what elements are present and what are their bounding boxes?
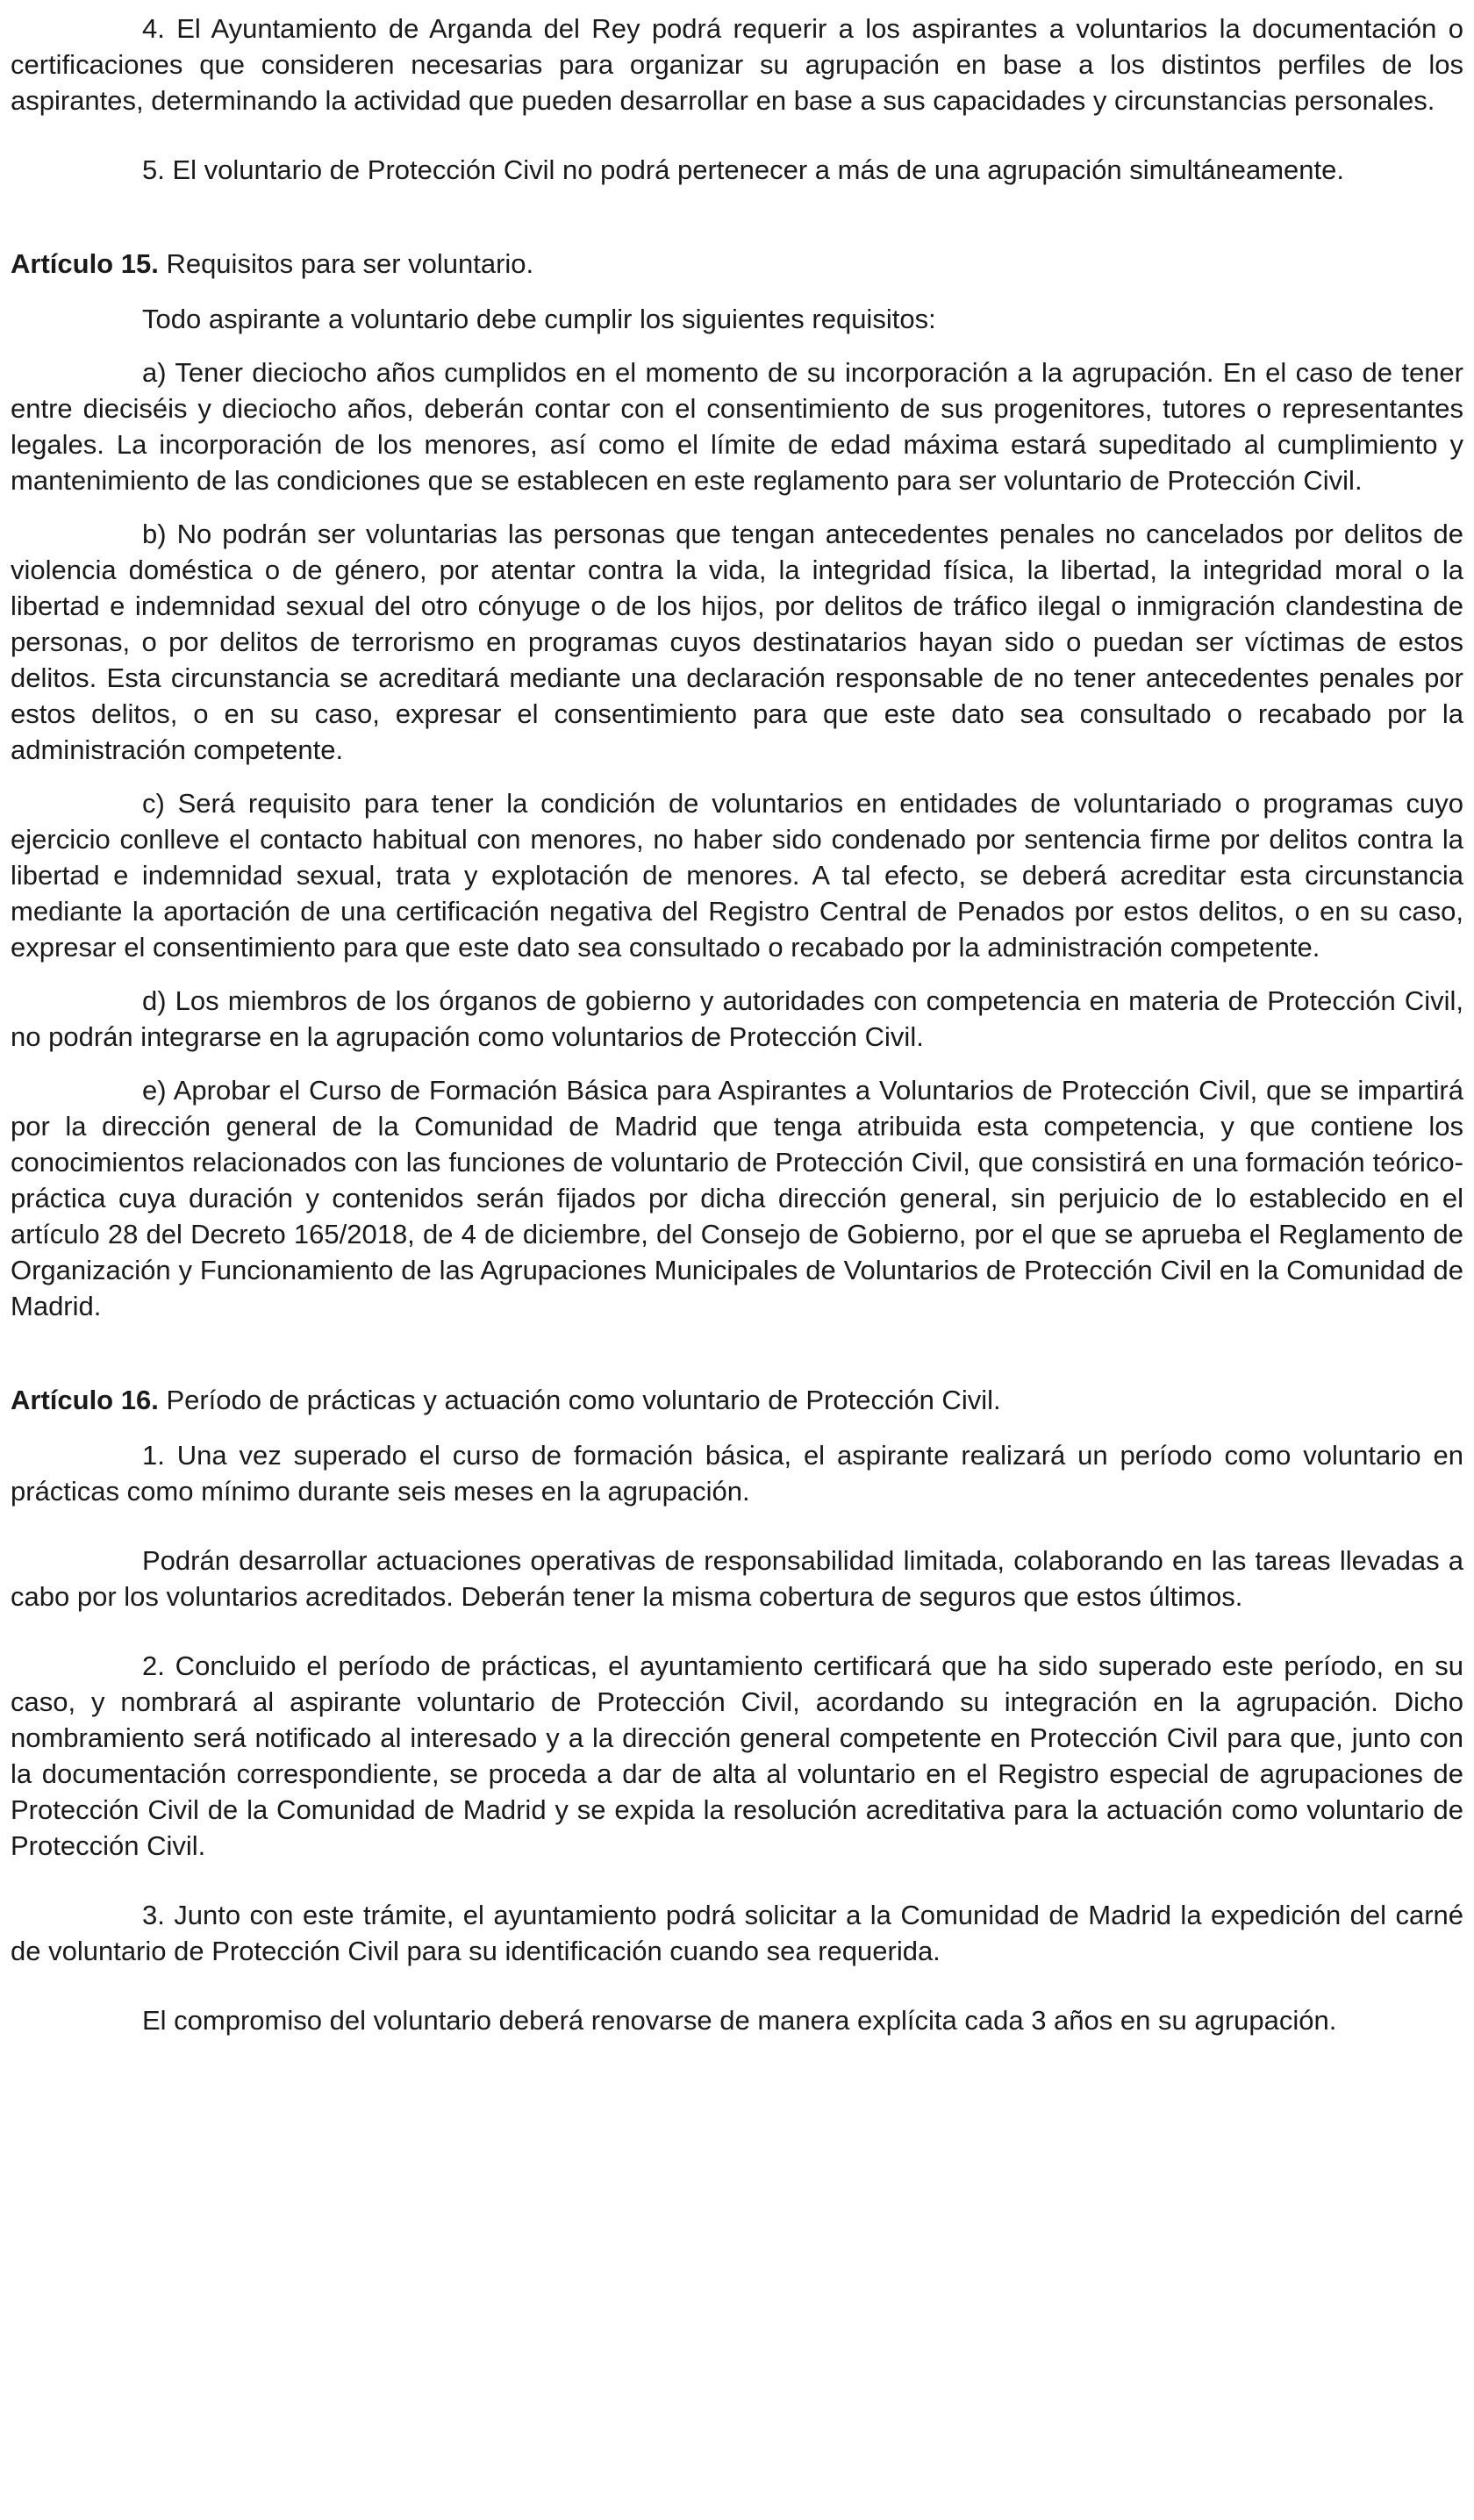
article-15-item-d: d) Los miembros de los órganos de gobierno y autoridades con competencia en materia de Protección Civil, no podrán integrarse en la agrupación como voluntarios de Protección Civil.: [11, 985, 1463, 1052]
article-16-heading: [11, 1382, 1463, 1418]
article-15-title: Requisitos para ser voluntario.: [158, 248, 534, 279]
article-16-paragraph-2: 2. Concluido el período de prácticas, el ayuntamiento certificará que ha sido superado este período, en su caso, y nombrará al aspirante voluntario de Protección Civil, acordando su integración en la agrupación. Dicho nombramiento será notificado al interesado y a la dirección general competente en Protección Civil para que, junto con la documentación correspondiente, se proceda a dar de alta al voluntario en el Registro especial de agrupaciones de Protección Civil de la Comunidad de Madrid y se expida la resolución acreditativa para la actuación como voluntario de Protección Civil.: [11, 1650, 1463, 1861]
article-15-heading: [11, 246, 1463, 282]
paragraph-5: 5. El voluntario de Protección Civil no podrá pertenecer a más de una agrupación simultáneamente.: [142, 154, 1344, 185]
article-16-number: Artículo 16.: [11, 1385, 159, 1415]
article-15-number: Artículo 15.: [11, 248, 159, 279]
article-16-paragraph-3b: El compromiso del voluntario deberá renovarse de manera explícita cada 3 años en su agrupación.: [142, 2005, 1337, 2036]
article-15-item-c: c) Será requisito para tener la condición de voluntarios en entidades de voluntariado o programas cuyo ejercicio conlleve el contacto habitual con menores, no haber sido condenado por sentencia firme por delitos contra la libertad e indemnidad sexual, trata y explotación de menores. A tal efecto, se deberá acreditar esta circunstancia mediante la aportación de una certificación negativa del Registro Central de Penados por estos delitos, o en su caso, expresar el consentimiento para que este dato sea consultado o recabado por la administración competente.: [11, 788, 1463, 963]
article-16-paragraph-3: 3. Junto con este trámite, el ayuntamiento podrá solicitar a la Comunidad de Madrid la expedición del carné de voluntario de Protección Civil para su identificación cuando sea requerida.: [11, 1900, 1463, 1966]
article-16-paragraph-1: 1. Una vez superado el curso de formación básica, el aspirante realizará un período como voluntario en prácticas como mínimo durante seis meses en la agrupación.: [11, 1440, 1463, 1507]
article-16-title: Período de prácticas y actuación como voluntario de Protección Civil.: [158, 1385, 1001, 1415]
paragraph-4: 4. El Ayuntamiento de Arganda del Rey podrá requerir a los aspirantes a voluntarios la documentación o certificaciones que consideren necesarias para organizar su agrupación en base a los distintos perfiles de los aspirantes, determinando la actividad que pueden desarrollar en base a sus capacidades y circunstancias personales.: [11, 13, 1463, 116]
article-15-item-e: e) Aprobar el Curso de Formación Básica para Aspirantes a Voluntarios de Protección Civil, que se impartirá por la dirección general de la Comunidad de Madrid que tenga atribuida esta competencia, y que contiene los conocimientos relacionados con las funciones de voluntario de Protección Civil, que consistirá en una formación teórico-práctica cuya duración y contenidos serán fijados por dicha dirección general, sin perjuicio de lo establecido en el artículo 28 del Decreto 165/2018, de 4 de diciembre, del Consejo de Gobierno, por el que se aprueba el Reglamento de Organización y Funcionamiento de las Agrupaciones Municipales de Voluntarios de Protección Civil en la Comunidad de Madrid.: [11, 1075, 1463, 1321]
article-15-item-a: a) Tener dieciocho años cumplidos en el momento de su incorporación a la agrupación. En el caso de tener entre dieciséis y dieciocho años, deberán contar con el consentimiento de sus progenitores, tutores o representantes legales. La incorporación de los menores, así como el límite de edad máxima estará supeditado al cumplimiento y mantenimiento de las condiciones que se establecen en este reglamento para ser voluntario de Protección Civil.: [11, 357, 1463, 496]
article-15-lead: Todo aspirante a voluntario debe cumplir los siguientes requisitos:: [142, 304, 936, 334]
article-16-paragraph-1b: Podrán desarrollar actuaciones operativas de responsabilidad limitada, colaborando en las tareas llevadas a cabo por los voluntarios acreditados. Deberán tener la misma cobertura de seguros que estos últimos.: [11, 1545, 1463, 1612]
article-15-item-b: b) No podrán ser voluntarias las personas que tengan antecedentes penales no cancelados por delitos de violencia doméstica o de género, por atentar contra la vida, la integridad física, la libertad, la integridad moral o la libertad e indemnidad sexual del otro cónyuge o de los hijos, por delitos de tráfico ilegal o inmigración clandestina de personas, o por delitos de terrorismo en programas cuyos destinatarios hayan sido o puedan ser víctimas de estos delitos. Esta circunstancia se acreditará mediante una declaración responsable de no tener antecedentes penales por estos delitos, o en su caso, expresar el consentimiento para que este dato sea consultado o recabado por la administración competente.: [11, 519, 1463, 765]
